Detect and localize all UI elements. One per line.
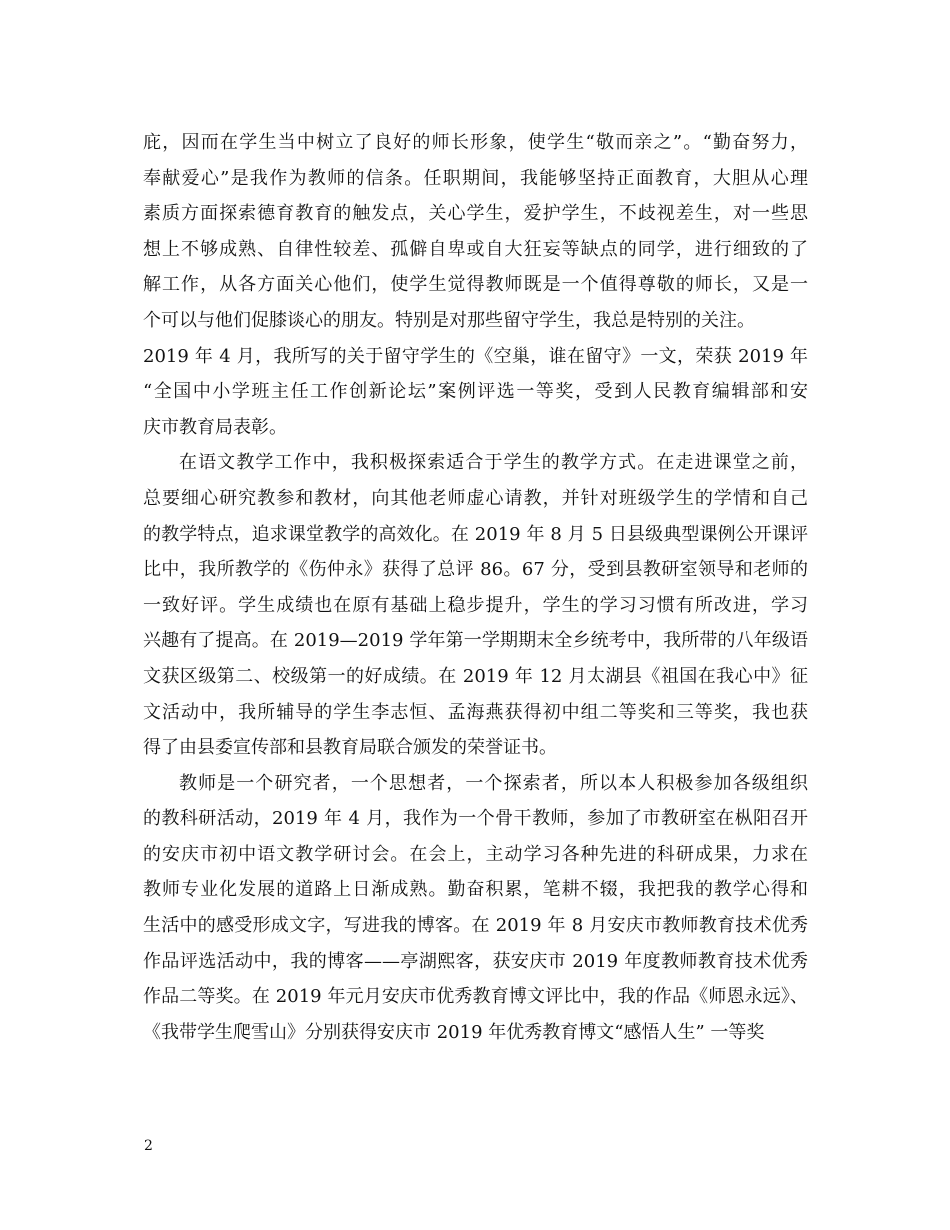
text-line: 总要细心研究教参和教材，向其他老师虚心请教，并针对班级学生的学情和自己 [143, 487, 808, 509]
paragraph-2 [143, 445, 808, 765]
text-line: 在语文教学工作中，我积极探索适合于学生的教学方式。在走进课堂之前， [179, 452, 808, 474]
paragraph-3 [143, 766, 808, 1051]
paragraph-1 [143, 125, 808, 445]
text-line: 文活动中，我所辅导的学生李志恒、孟海燕获得初中组二等奖和三等奖，我也获 [143, 701, 808, 723]
text-line: 教师是一个研究者，一个思想者，一个探索者，所以本人积极参加各级组织 [179, 772, 808, 794]
text-line: 教师专业化发展的道路上日渐成熟。勤奋积累，笔耕不辍，我把我的教学心得和 [143, 879, 808, 901]
text-line: 素质方面探索德育教育的触发点，关心学生，爱护学生，不歧视差生，对一些思 [143, 203, 808, 225]
text-line: 个可以与他们促膝谈心的朋友。特别是对那些留守学生，我总是特别的关注。 [143, 309, 755, 331]
text-line: 得了由县委宣传部和县教育局联合颁发的荣誉证书。 [143, 737, 557, 759]
text-line: 的教学特点，追求课堂教学的高效化。在 2019 年 8 月 5 日县级典型课例公开课评 [143, 523, 808, 545]
text-line: 想上不够成熟、自律性较差、孤僻自卑或自大狂妄等缺点的同学，进行细致的了 [143, 238, 808, 260]
text-line: 一致好评。学生成绩也在原有基础上稳步提升，学生的学习习惯有所改进，学习 [143, 594, 808, 616]
page-number: 2 [144, 1138, 153, 1154]
text-line: 文获区级第二、校级第一的好成绩。在 2019 年 12 月太湖县《祖国在我心中》征 [143, 665, 808, 687]
text-line: 比中，我所教学的《伤仲永》获得了总评 86。67 分，受到县教研室领导和老师的 [143, 559, 808, 581]
text-line: “全国中小学班主任工作创新论坛”案例评选一等奖，受到人民教育编辑部和安 [143, 381, 808, 403]
text-line: 作品评选活动中，我的博客——亭湖熙客，获安庆市 2019 年度教师教育技术优秀 [143, 950, 808, 972]
text-line: 生活中的感受形成文字，写进我的博客。在 2019 年 8 月安庆市教师教育技术优秀 [143, 915, 808, 937]
text-line: 庇，因而在学生当中树立了良好的师长形象，使学生“敬而亲之”。“勤奋努力， [143, 132, 808, 153]
text-line: 兴趣有了提高。在 2019—2019 学年第一学期期末全乡统考中，我所带的八年级语 [143, 630, 808, 652]
text-line: 解工作，从各方面关心他们，使学生觉得教师既是一个值得尊敬的师长，又是一 [143, 274, 808, 296]
text-line: 的安庆市初中语文教学研讨会。在会上，主动学习各种先进的科研成果，力求在 [143, 843, 808, 865]
document-body [143, 125, 808, 1050]
text-line: 2019 年 4 月，我所写的关于留守学生的《空巢，谁在留守》一文，荣获 2019 年 [143, 345, 808, 367]
text-line: 的教科研活动，2019 年 4 月，我作为一个骨干教师，参加了市教研室在枞阳召开 [143, 808, 808, 830]
text-line: 《我带学生爬雪山》分别获得安庆市 2019 年优秀教育博文“感悟人生” 一等奖 [143, 1021, 765, 1043]
text-line: 作品二等奖。在 2019 年元月安庆市优秀教育博文评比中，我的作品《师恩永远》、 [143, 986, 808, 1008]
text-line: 庆市教育局表彰。 [143, 416, 287, 438]
text-line: 奉献爱心”是我作为教师的信条。任职期间，我能够坚持正面教育，大胆从心理 [143, 167, 808, 189]
